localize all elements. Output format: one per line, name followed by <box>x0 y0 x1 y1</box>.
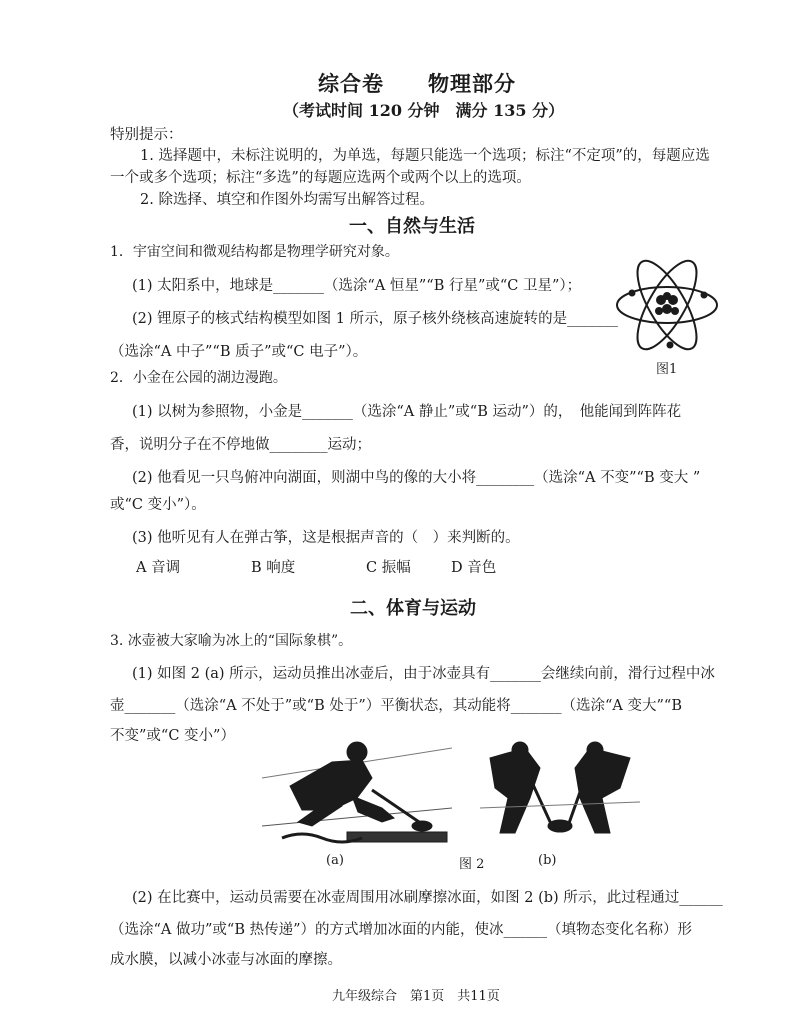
q2-part-3: (3) 他听见有人在弹古筝，这是根据声音的（ ）来判断的。 <box>132 530 520 546</box>
notice-item-2: 2. 除选择、填空和作图外均需写出解答过程。 <box>140 192 434 208</box>
notice-label: 特别提示： <box>110 127 183 143</box>
q1-stem: 1．宇宙空间和微观结构都是物理学研究对象。 <box>110 244 399 260</box>
q2-part-1-line-2: 香，说明分子在不停地做________运动； <box>110 437 371 453</box>
page-footer: 九年级综合 第1页 共11页 <box>332 989 500 1004</box>
section-2-title: 二、体育与运动 <box>350 598 476 619</box>
page-title: 综合卷 物理部分 <box>318 71 516 96</box>
q3-part-1-line-1: (1) 如图 2 (a) 所示，运动员推出冰壶后，由于冰壶具有_______会继续向前，滑行过程中冰 <box>132 666 715 682</box>
curling-photo-b <box>480 738 640 850</box>
q2-option-a: A 音调 <box>136 560 181 576</box>
figure-2a-label: (a) <box>326 853 344 868</box>
q1-part-2-line-2: （选涂“A 中子”“B 质子”或“C 电子”）。 <box>110 344 368 360</box>
figure-2b-label: (b) <box>538 853 557 868</box>
notice-item-1-line-1: 1. 选择题中，未标注说明的，为单选，每题只能选一个选项；标注“不定项”的，每题应选 <box>140 148 710 164</box>
q3-part-1-line-2: 壶_______（选涂“A 不处于”或“B 处于”）平衡状态，其动能将_______（选涂“A 变大”“B <box>110 698 682 714</box>
notice-item-1-line-2: 一个或多个选项；标注“多选”的每题应选两个或两个以上的选项。 <box>110 170 531 186</box>
q2-part-2-line-1: (2) 他看见一只鸟俯冲向湖面，则湖中鸟的像的大小将________（选涂“A 不变”“B 变大 ” <box>132 470 701 486</box>
lithium-atom-figure <box>612 255 722 355</box>
q2-option-d: D 音色 <box>451 560 497 576</box>
q2-part-2-line-2: 或“C 变小”）。 <box>110 497 206 513</box>
section-1-title: 一、自然与生活 <box>349 216 475 237</box>
q2-option-b: B 响度 <box>251 560 296 576</box>
q2-part-1-line-1: (1) 以树为参照物，小金是_______（选涂“A 静止”或“B 运动”）的， 他能闻到阵阵花 <box>132 404 682 420</box>
curling-photo-a <box>262 738 452 850</box>
q3-part-2-line-2: （选涂“A 做功”或“B 热传递”）的方式增加冰面的内能，使冰______（填物态变化名称）形 <box>110 922 692 938</box>
q3-part-2-line-1: (2) 在比赛中，运动员需要在冰壶周围用冰刷摩擦冰面，如图 2 (b) 所示，此过程通过______ <box>132 890 723 906</box>
q1-part-2-line-1: (2) 锂原子的核式结构模型如图 1 所示，原子核外绕核高速旋转的是_______ <box>132 311 618 327</box>
q2-stem: 2．小金在公园的湖边漫跑。 <box>110 370 287 386</box>
q3-part-2-line-3: 成水膜，以减小冰壶与冰面的摩擦。 <box>110 952 342 968</box>
figure-1-label: 图1 <box>656 362 678 377</box>
figure-2-label: 图 2 <box>459 857 485 872</box>
q2-option-c: C 振幅 <box>366 560 411 576</box>
q1-part-1: (1) 太阳系中，地球是_______（选涂“A 恒星”“B 行星”或“C 卫星”）； <box>132 278 582 294</box>
exam-info: （考试时间 120 分钟 满分 135 分） <box>283 101 565 120</box>
q3-stem: 3. 冰壶被大家喻为冰上的“国际象棋”。 <box>110 633 353 649</box>
q3-part-1-line-3: 不变”或“C 变小”） <box>110 728 235 744</box>
